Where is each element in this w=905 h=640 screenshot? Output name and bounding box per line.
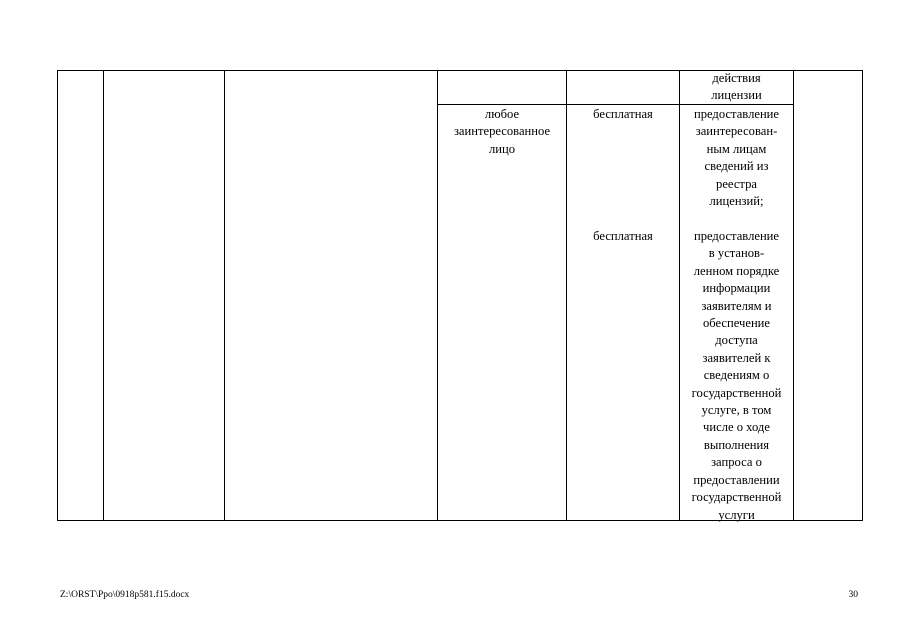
table-cell-fee: бесплатная xyxy=(593,229,653,243)
footer-file-path: Z:\ORST\Ppo\0918p581.f15.docx xyxy=(60,590,190,600)
col-border-3 xyxy=(224,70,225,521)
footer-page-number: 30 xyxy=(848,590,858,600)
col-border-2 xyxy=(103,70,104,521)
table-cell-result: предоставление заинтересован- ным лицам сведений из реестра лицензий; xyxy=(693,107,780,209)
table-cell-result: предоставление в установ- ленном порядке информации заявителям и обеспечение доступа заявителей к сведениям о государственной услуге, в том числе о ходе выполнения запроса о предоставлении государственной услуги xyxy=(691,229,782,522)
col-border-5 xyxy=(566,70,567,521)
col-border-8 xyxy=(862,70,863,521)
col-border-7 xyxy=(793,70,794,521)
table-cell-fee: бесплатная xyxy=(593,107,653,121)
col-border-1 xyxy=(57,70,58,521)
table-cell-result: действия лицензии xyxy=(711,71,762,103)
table-cell-applicant: любое заинтересованное лицо xyxy=(453,107,551,156)
